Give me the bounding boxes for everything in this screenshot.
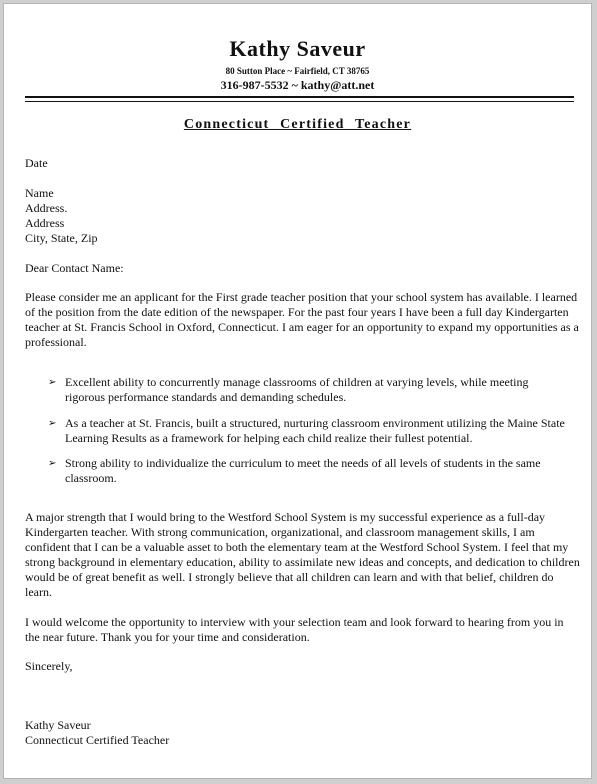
- bullet-arrow-icon: ➢: [48, 377, 57, 388]
- signature-title: Connecticut Certified Teacher: [25, 733, 170, 747]
- sender-name: Kathy Saveur: [229, 36, 366, 61]
- header-rule-thin: [25, 101, 574, 102]
- letter-page: [3, 3, 592, 779]
- letter-subtitle: Connecticut Certified Teacher: [183, 117, 412, 132]
- sender-contact: 316-987-5532 ~ kathy@att.net: [220, 78, 375, 92]
- recipient-address-2: Address: [25, 216, 65, 230]
- date-line: Date: [25, 156, 48, 170]
- bullet-text: Excellent ability to concurrently manage classrooms of children at varying levels, while meeting rigorous performance standards and demanding schedules.: [65, 375, 529, 404]
- recipient-city-state-zip: City, State, Zip: [25, 231, 98, 245]
- salutation: Dear Contact Name:: [25, 261, 124, 275]
- closing: Sincerely,: [25, 659, 73, 673]
- body-paragraph-2: A major strength that I would bring to the Westford School System is my successful experience as a full-day Kindergarten teacher. With strong communication, organizational, and classroom management skills, I am confident that I can be a valuable asset to both the elementary team at the Westford School System. I feel that my strong background in elementary education, ability to assimilate new ideas and concepts, and dedication to children would be of great benefit as well. I strongly believe that all children can learn and with that belief, children do learn.: [25, 510, 580, 599]
- bullet-arrow-icon: ➢: [48, 418, 57, 429]
- signature-name: Kathy Saveur: [25, 718, 91, 732]
- bullet-text: Strong ability to individualize the curriculum to meet the needs of all levels of students in the same classroom.: [65, 456, 541, 485]
- bullet-text: As a teacher at St. Francis, built a structured, nurturing classroom environment utilizing the Maine State Learning Results as a framework for helping each child realize their fullest potential.: [65, 416, 565, 445]
- recipient-name: Name: [25, 186, 54, 200]
- body-paragraph-3: I would welcome the opportunity to interview with your selection team and look forward to hearing from you in the near future. Thank you for your time and consideration.: [25, 615, 564, 644]
- bullet-arrow-icon: ➢: [48, 458, 57, 469]
- body-paragraph-1: Please consider me an applicant for the First grade teacher position that your school system has available. I learned of the position from the date edition of the newspaper. For the past four years I have been a full day Kindergarten teacher at St. Francis School in Oxford, Connecticut. I am eager for an opportunity to expand my opportunities as a professional.: [25, 290, 579, 349]
- header-rule-thick: [25, 96, 574, 98]
- recipient-address-1: Address.: [25, 201, 68, 215]
- sender-address: 80 Sutton Place ~ Fairfield, CT 38765: [225, 66, 370, 76]
